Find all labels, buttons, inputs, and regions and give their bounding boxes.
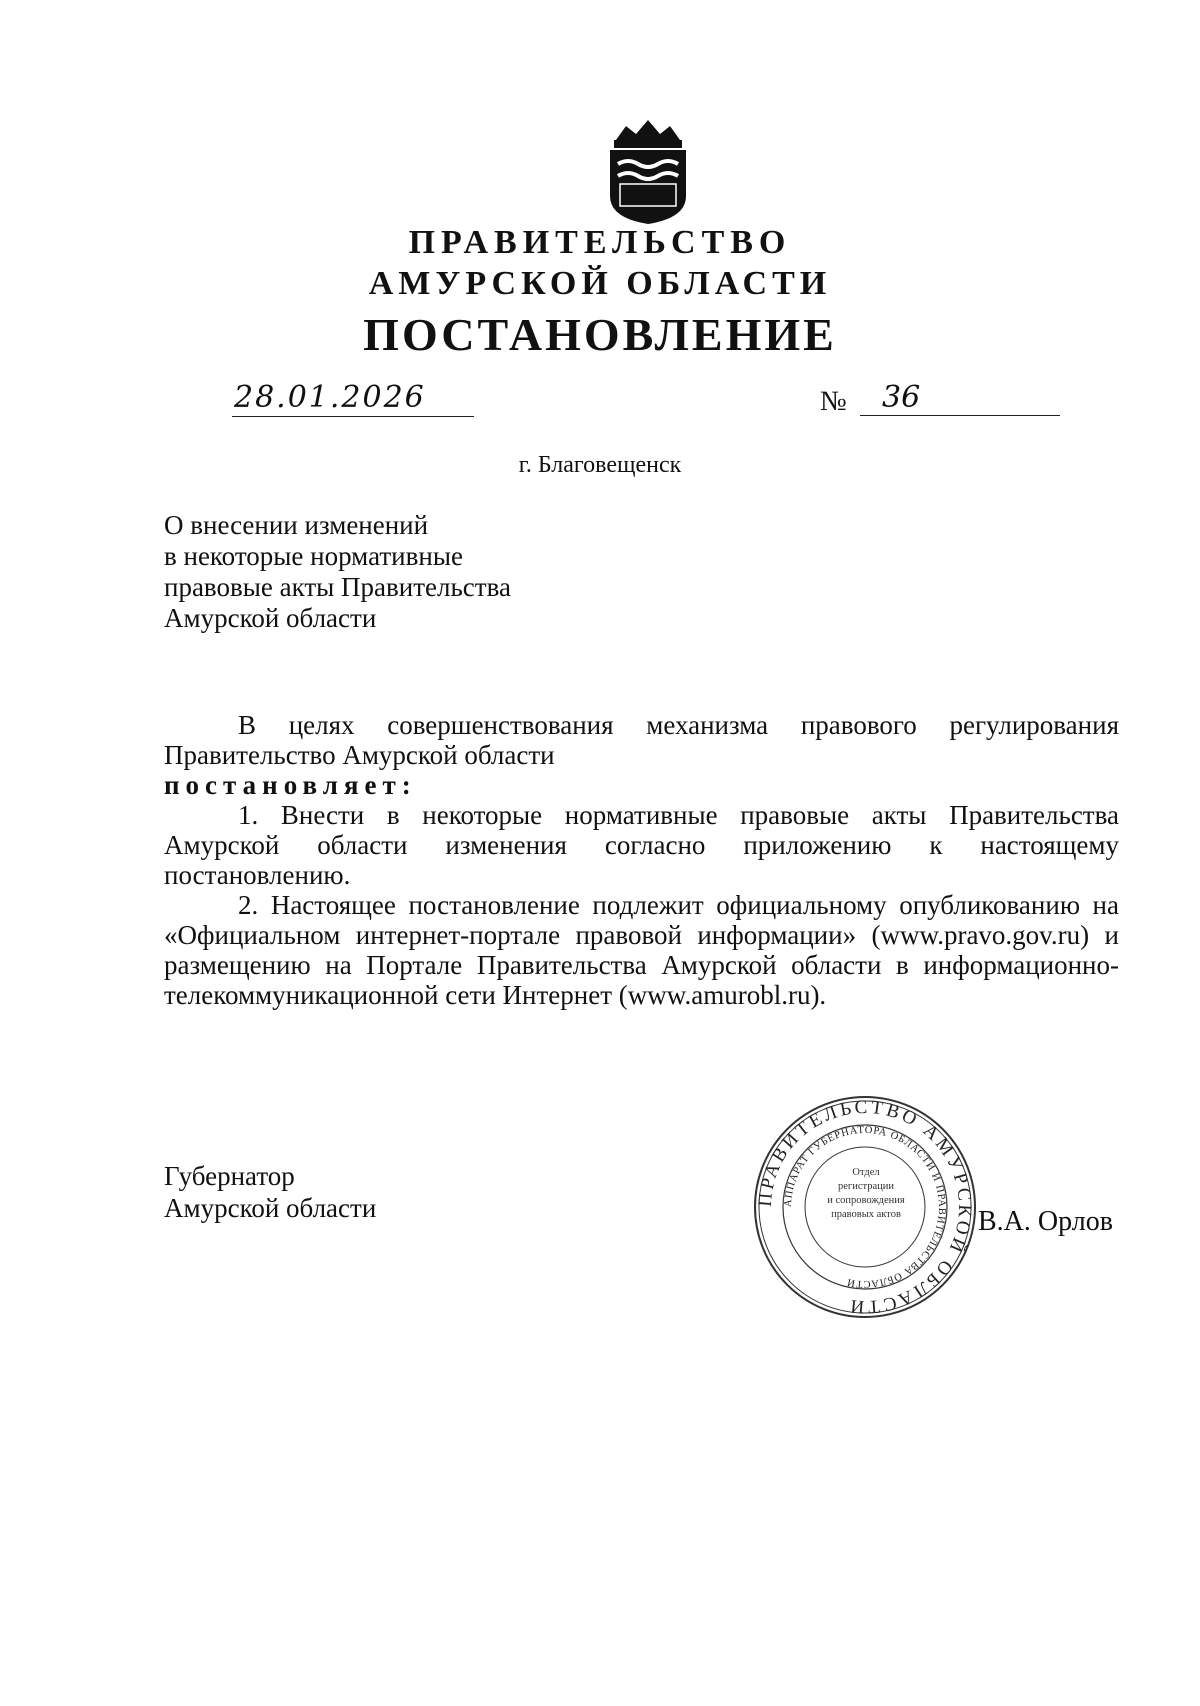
organization-name-line1: ПРАВИТЕЛЬСТВО <box>408 224 792 261</box>
stamp-inner-text: АППАРАТ ГУБЕРНАТОРА ОБЛАСТИ И ПРАВИТЕЛЬСТВА ОБЛАСТИ <box>782 1124 948 1290</box>
organization-name-line2: АМУРСКОЙ ОБЛАСТИ <box>368 265 832 302</box>
resolves-heading: постановляет: <box>164 770 417 800</box>
subject-line: Амурской области <box>164 603 377 633</box>
coat-of-arms-icon <box>606 118 690 226</box>
stamp-center-line: регистрации <box>838 1181 894 1192</box>
document-number-label: № <box>820 386 847 417</box>
subject-line: правовые акты Правительства <box>164 572 511 602</box>
preamble-line2: Правительство Амурской области <box>164 740 555 770</box>
preamble-line1: В целях совершенствования механизма правового регулирования <box>238 710 1119 740</box>
document-subject <box>164 510 511 634</box>
paragraph-item1: 1. Внести в некоторые нормативные правовые акты Правительства Амурской области изменения согласно приложению к настоящему постановлению. <box>164 800 1119 890</box>
document-number: 36 <box>860 380 1060 416</box>
subject-line: О внесении изменений <box>164 510 429 540</box>
document-type-title: ПОСТАНОВЛЕНИЕ <box>363 309 837 360</box>
stamp-center-text <box>812 1166 920 1222</box>
stamp-center-line: правовых актов <box>831 1209 901 1220</box>
signatory-title-line1: Губернатор <box>164 1161 295 1191</box>
signatory-name: В.А. Орлов <box>978 1206 1113 1237</box>
stamp-center-line: и сопровождения <box>827 1195 905 1206</box>
stamp-center-line: Отдел <box>852 1167 880 1178</box>
document-body <box>164 710 1119 1010</box>
signatory-title-line2: Амурской области <box>164 1193 377 1223</box>
document-date: 28.01.2026 <box>232 380 474 417</box>
subject-line: в некоторые нормативные <box>164 541 463 571</box>
document-city: г. Благовещенск <box>518 452 682 478</box>
paragraph-item2: 2. Настоящее постановление подлежит официальному опубликованию на «Официальном интернет-портале правовой информации» (www.pravo.gov.ru) и размещению на Портале Правительства Амурской области в информационно-телекоммуникационной сети Интернет (www.amurobl.ru). <box>164 890 1119 1010</box>
signatory-title <box>164 1160 376 1224</box>
stamp-outer-text: ПРАВИТЕЛЬСТВО АМУРСКОЙ ОБЛАСТИ <box>754 1096 976 1318</box>
